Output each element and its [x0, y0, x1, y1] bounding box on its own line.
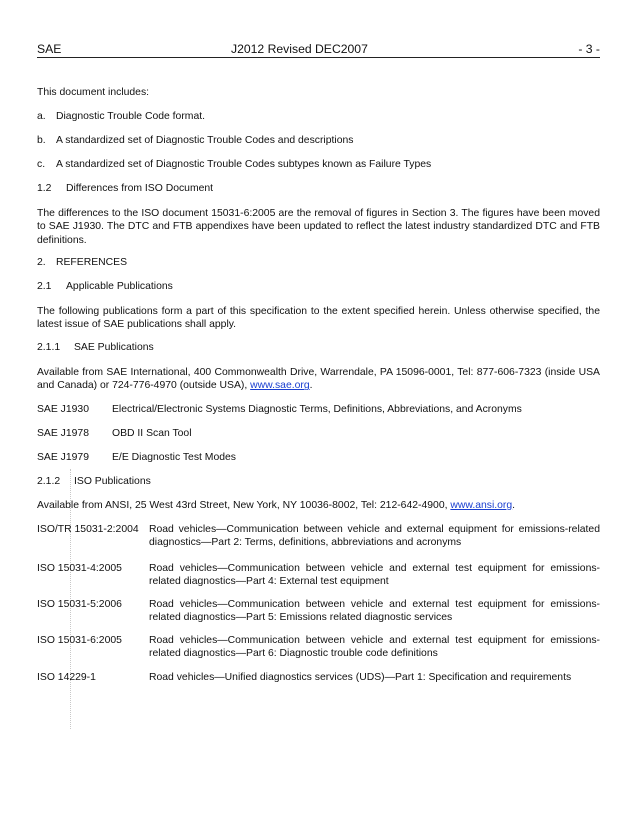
reference-title: E/E Diagnostic Test Modes: [112, 452, 236, 463]
section-1-2-body: The differences to the ISO document 15031-6:2005 are the removal of figures in Section 3. The figures have been moved to SAE J1930. The DTC and FTB appendixes have been updated to reflect the latest industry standardized DTC and FTB definitions.: [37, 208, 600, 246]
list-text: Diagnostic Trouble Code format.: [56, 111, 206, 122]
reference-row: [37, 427, 600, 441]
body-text: Available from SAE International, 400 Commonwealth Drive, Warrendale, PA 15096-0001, Tel: 877-606-7323 (inside USA and Canada) or 724-776-4970 (outside USA),: [37, 367, 600, 392]
body-text-end: .: [309, 380, 313, 392]
section-2-1-1-body: [37, 366, 600, 393]
section-heading-2-1-2: [37, 475, 600, 488]
list-marker: b.: [37, 135, 46, 146]
list-text: A standardized set of Diagnostic Trouble Codes subtypes known as Failure Types: [56, 159, 432, 170]
header-doc-id: J2012 Revised DEC2007: [231, 42, 368, 56]
section-heading-2-1: [37, 280, 600, 293]
list-item-c: [37, 158, 600, 171]
reference-code: ISO 15031-6:2005: [37, 635, 122, 646]
ansi-website-link[interactable]: www.ansi.org: [450, 500, 513, 511]
body-text-end: .: [512, 500, 516, 511]
section-title: ISO Publications: [74, 476, 151, 487]
sae-website-link[interactable]: www.sae.org: [250, 380, 310, 392]
reference-row: [37, 562, 600, 590]
list-text: A standardized set of Diagnostic Trouble Codes and descriptions: [56, 135, 354, 146]
reference-row: [37, 671, 600, 685]
reference-code: ISO 14229-1: [37, 672, 96, 683]
section-number: 2.1.2: [37, 476, 61, 487]
reference-row: [37, 634, 600, 662]
intro-text: This document includes:: [37, 87, 150, 98]
section-title: Differences from ISO Document: [66, 183, 214, 194]
section-number: 2.1.1: [37, 342, 61, 353]
section-title: REFERENCES: [56, 257, 128, 268]
section-number: 1.2: [37, 183, 52, 194]
reference-code: ISO 15031-4:2005: [37, 563, 122, 574]
list-item-a: [37, 110, 600, 123]
header-org: SAE: [37, 42, 62, 56]
list-marker: a.: [37, 111, 46, 122]
section-title: SAE Publications: [74, 342, 154, 353]
reference-code: ISO 15031-5:2006: [37, 599, 122, 610]
reference-code: SAE J1978: [37, 428, 89, 439]
reference-title: Road vehicles—Communication between vehicle and external test equipment for emissions-related diagnostics—Part 6: Diagnostic trouble code definitions: [149, 635, 600, 660]
list-marker: c.: [37, 159, 46, 170]
section-heading-2: [37, 256, 600, 269]
page-header: [37, 42, 600, 58]
section-number: 2.: [37, 257, 46, 268]
section-title: Applicable Publications: [66, 281, 173, 292]
reference-code: SAE J1979: [37, 452, 89, 463]
reference-code: ISO/TR 15031-2:2004: [37, 524, 139, 535]
reference-title: Road vehicles—Communication between vehicle and external test equipment for emissions-related diagnostics—Part 4: External test equipment: [149, 563, 600, 588]
reference-row: [37, 598, 600, 626]
list-item-b: [37, 134, 600, 147]
reference-title: Road vehicles—Communication between vehicle and external equipment for emissions-related diagnostics—Part 2: Terms, definitions, abbreviations and acronyms: [149, 524, 600, 549]
section-2-1-2-body: [37, 499, 600, 512]
reference-code: SAE J1930: [37, 404, 89, 415]
reference-row: [37, 523, 600, 551]
reference-row: [37, 451, 600, 465]
body-text: Available from ANSI, 25 West 43rd Street, New York, NY 10036-8002, Tel: 212-642-4900,: [37, 500, 451, 511]
reference-title: Road vehicles—Communication between vehicle and external test equipment for emissions-related diagnostics—Part 5: Emissions related diagnostic services: [149, 599, 600, 624]
reference-title: Road vehicles—Unified diagnostics services (UDS)—Part 1: Specification and requirements: [149, 672, 572, 683]
header-page-number: - 3 -: [578, 42, 600, 56]
reference-title: OBD II Scan Tool: [112, 428, 192, 439]
reference-title: Electrical/Electronic Systems Diagnostic Terms, Definitions, Abbreviations, and Acronyms: [112, 404, 522, 415]
section-heading-2-1-1: [37, 341, 600, 354]
section-heading-1-2: [37, 182, 600, 195]
section-2-1-body: The following publications form a part of this specification to the extent specified herein. Unless otherwise specified, the latest issue of SAE publications shall apply.: [37, 306, 600, 331]
section-number: 2.1: [37, 281, 52, 292]
reference-row: [37, 403, 600, 417]
